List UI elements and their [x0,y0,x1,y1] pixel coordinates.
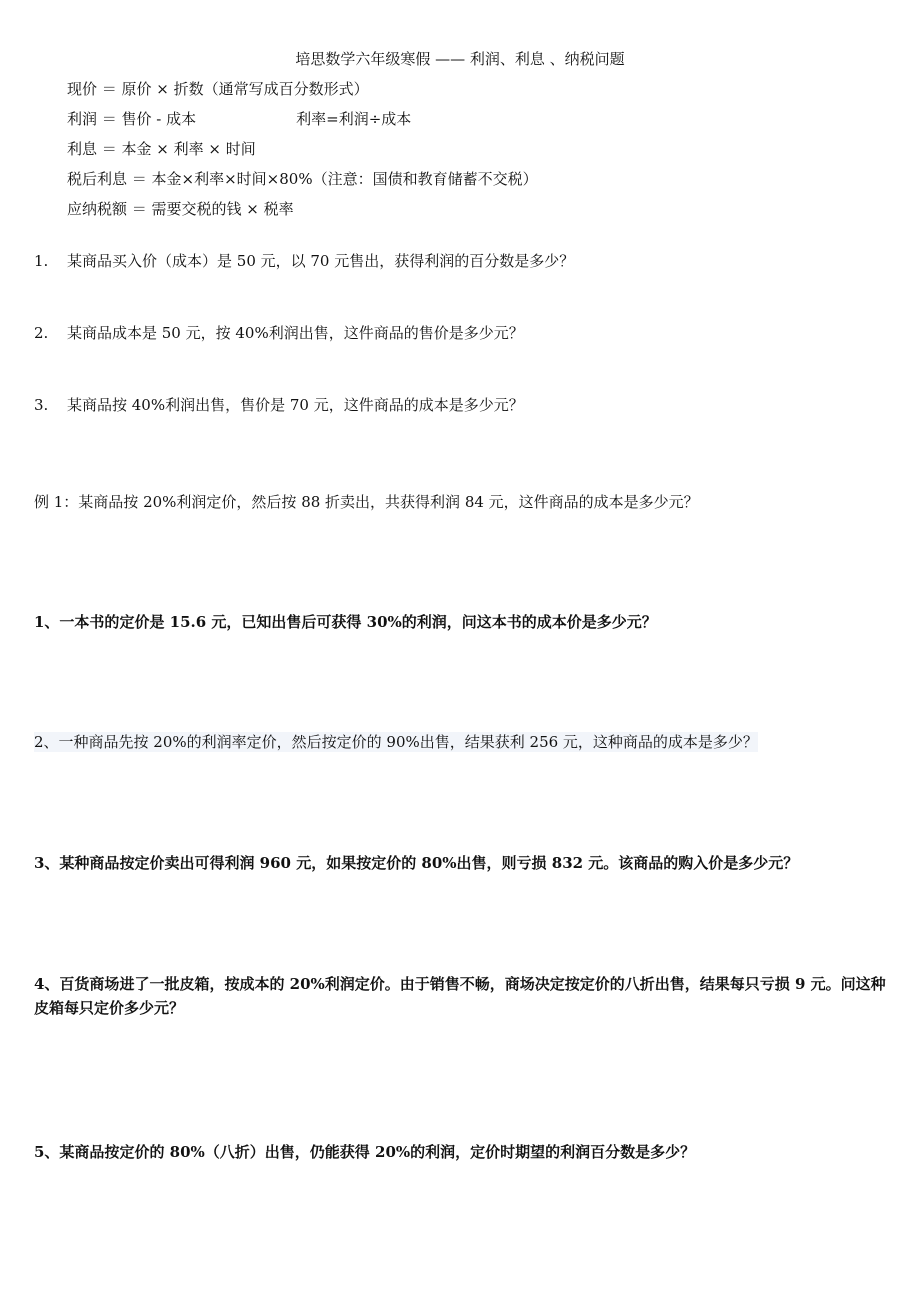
exercise-5: 5、某商品按定价的 80%（八折）出售，仍能获得 20%的利润，定价时期望的利润百分数是多少？ [34,1143,696,1161]
formula-tax-payable: 应纳税额 ＝ 需要交税的钱 × 税率 [67,200,294,218]
question-number: 2. [34,324,49,342]
page-title: 培思数学六年级寒假 —— 利润、利息 、纳税问题 [295,50,625,68]
formula-profit-rate: 利率=利润÷成本 [296,110,412,128]
basic-question-1 [34,251,574,271]
formula-profit-text: 利润 ＝ 售价 - 成本 [67,110,197,128]
exercise-1: 1、一本书的定价是 15.6 元，已知出售后可获得 30%的利润，问这本书的成本价是多少元？ [34,613,657,631]
formula-after-tax-interest: 税后利息 ＝ 本金×利率×时间×80%（注意：国债和教育储蓄不交税） [67,170,538,188]
basic-question-2 [34,323,524,343]
question-text: 某商品成本是 50 元，按 40%利润出售，这件商品的售价是多少元？ [67,324,524,342]
formula-current-price: 现价 ＝ 原价 × 折数（通常写成百分数形式） [67,80,369,98]
question-number: 1. [34,252,49,270]
question-text: 某商品买入价（成本）是 50 元，以 70 元售出，获得利润的百分数是多少？ [67,252,575,270]
question-number: 3. [34,396,49,414]
example-1: 例 1：某商品按 20%利润定价，然后按 88 折卖出，共获得利润 84 元，这件商品的成本是多少元？ [34,493,699,511]
exercise-2: 2、一种商品先按 20%的利润率定价，然后按定价的 90%出售，结果获利 256 元，这种商品的成本是多少？ [34,733,758,751]
question-text: 某商品按 40%利润出售，售价是 70 元，这件商品的成本是多少元？ [67,396,524,414]
exercise-4: 4、百货商场进了一批皮箱，按成本的 20%利润定价。由于销售不畅，商场决定按定价的八折出售，结果每只亏损 9 元。问这种皮箱每只定价多少元？ [34,975,886,1017]
formula-interest: 利息 ＝ 本金 × 利率 × 时间 [67,140,256,158]
basic-question-3 [34,395,524,415]
formula-profit [67,109,411,129]
exercise-3: 3、某种商品按定价卖出可得利润 960 元，如果按定价的 80%出售，则亏损 832 元。该商品的购入价是多少元？ [34,854,799,872]
